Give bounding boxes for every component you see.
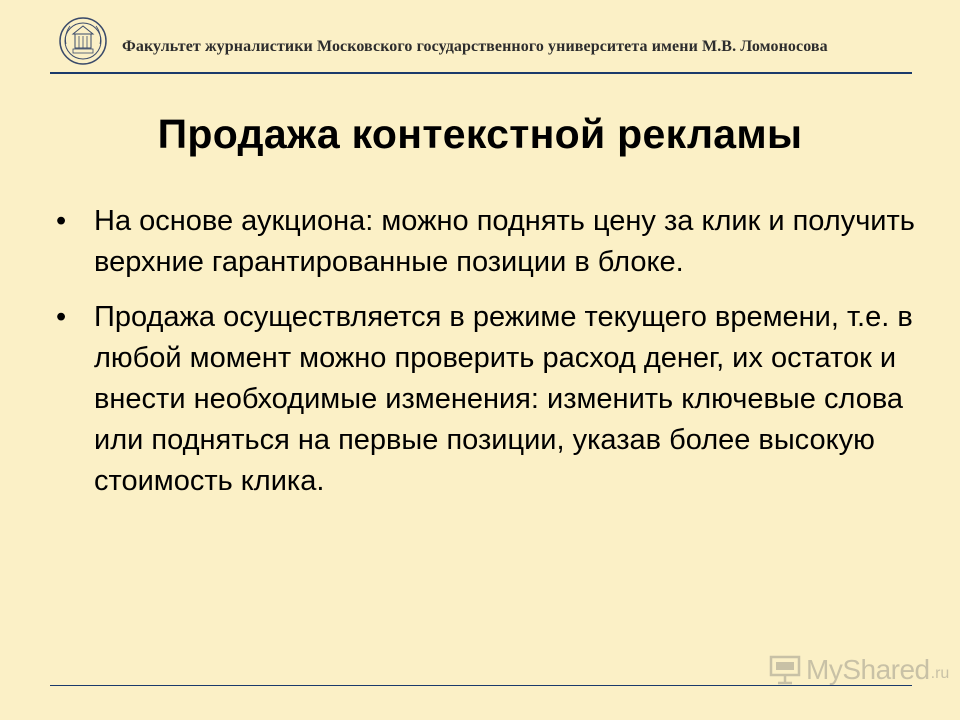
watermark-brand: MyShared [806, 654, 930, 685]
bullet-text: На основе аукциона: можно поднять цену за клик и получить верхние гарантированные позиции в блоке. [94, 205, 915, 278]
bullet-item-auction [56, 201, 916, 283]
bullet-text: Продажа осуществляется в режиме текущего времени, т.е. в любой момент можно проверить расход денег, их остаток и внести необходимые изменения: изменить ключевые слова или подняться на первые позиции, указав более высокую стоимость клика. [94, 301, 913, 497]
bullet-marker: • [56, 205, 67, 237]
header-divider [50, 72, 912, 74]
university-seal-icon [58, 16, 108, 66]
bullet-list [56, 201, 916, 516]
bullet-marker: • [56, 301, 67, 333]
presentation-board-icon [768, 655, 802, 685]
watermark [768, 654, 949, 686]
watermark-suffix: .ru [930, 665, 950, 682]
faculty-name: Факультет журналистики Московского государственного университета имени М.В. Ломоносова [122, 38, 828, 55]
slide-header [50, 14, 912, 74]
slide-title: Продажа контекстной рекламы [157, 111, 803, 157]
bullet-item-realtime [56, 297, 916, 502]
